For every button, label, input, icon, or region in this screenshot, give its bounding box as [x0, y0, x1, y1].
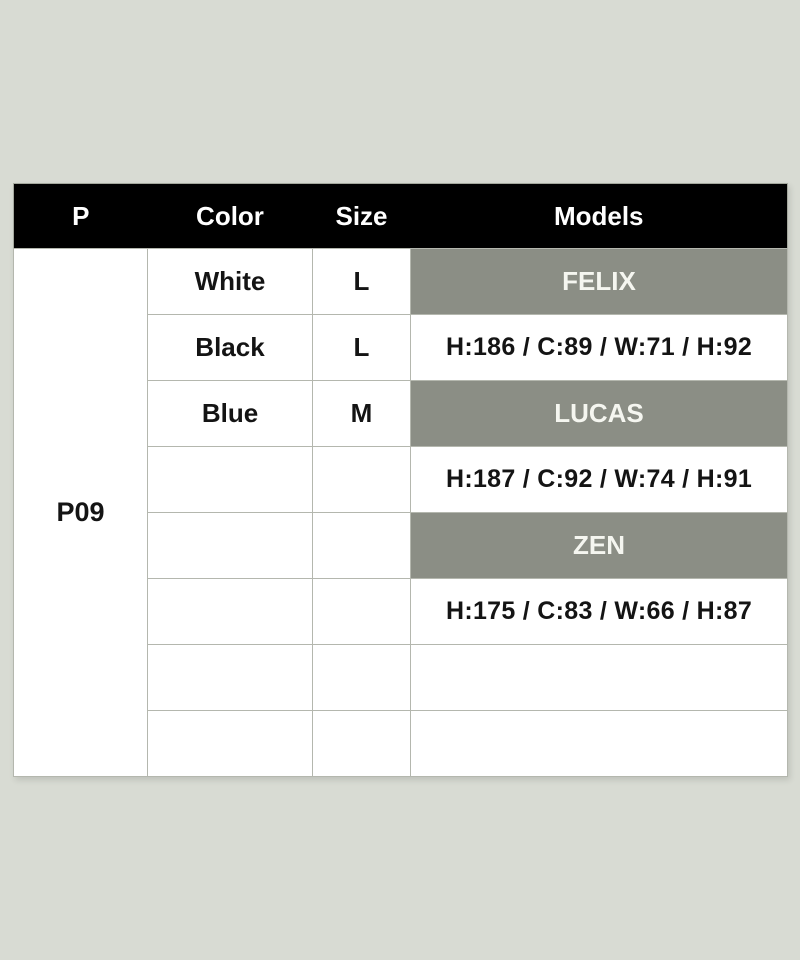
- measurements-cell: H:186 / C:89 / W:71 / H:92: [411, 315, 788, 381]
- measurements-cell: H:175 / C:83 / W:66 / H:87: [411, 579, 788, 645]
- column-header-color: Color: [148, 184, 313, 249]
- measurements-cell: H:187 / C:92 / W:74 / H:91: [411, 447, 788, 513]
- size-cell: [313, 645, 411, 711]
- size-cell: L: [313, 315, 411, 381]
- color-cell: [148, 645, 313, 711]
- header-row: [14, 184, 788, 249]
- size-cell: [313, 513, 411, 579]
- size-cell: [313, 579, 411, 645]
- color-cell: [148, 579, 313, 645]
- size-cell: [313, 711, 411, 777]
- color-cell: [148, 447, 313, 513]
- models-empty-cell: [411, 711, 788, 777]
- table-row: [14, 249, 788, 315]
- color-cell: White: [148, 249, 313, 315]
- size-cell: L: [313, 249, 411, 315]
- color-cell: Black: [148, 315, 313, 381]
- models-empty-cell: [411, 645, 788, 711]
- model-name-cell: FELIX: [411, 249, 788, 315]
- color-cell: Blue: [148, 381, 313, 447]
- color-cell: [148, 711, 313, 777]
- column-header-p: P: [14, 184, 148, 249]
- color-cell: [148, 513, 313, 579]
- model-name-cell: ZEN: [411, 513, 788, 579]
- size-cell: M: [313, 381, 411, 447]
- size-cell: [313, 447, 411, 513]
- column-header-size: Size: [313, 184, 411, 249]
- product-code-cell: P09: [14, 249, 148, 777]
- column-header-models: Models: [411, 184, 788, 249]
- model-name-cell: LUCAS: [411, 381, 788, 447]
- size-chart-table: [13, 183, 788, 777]
